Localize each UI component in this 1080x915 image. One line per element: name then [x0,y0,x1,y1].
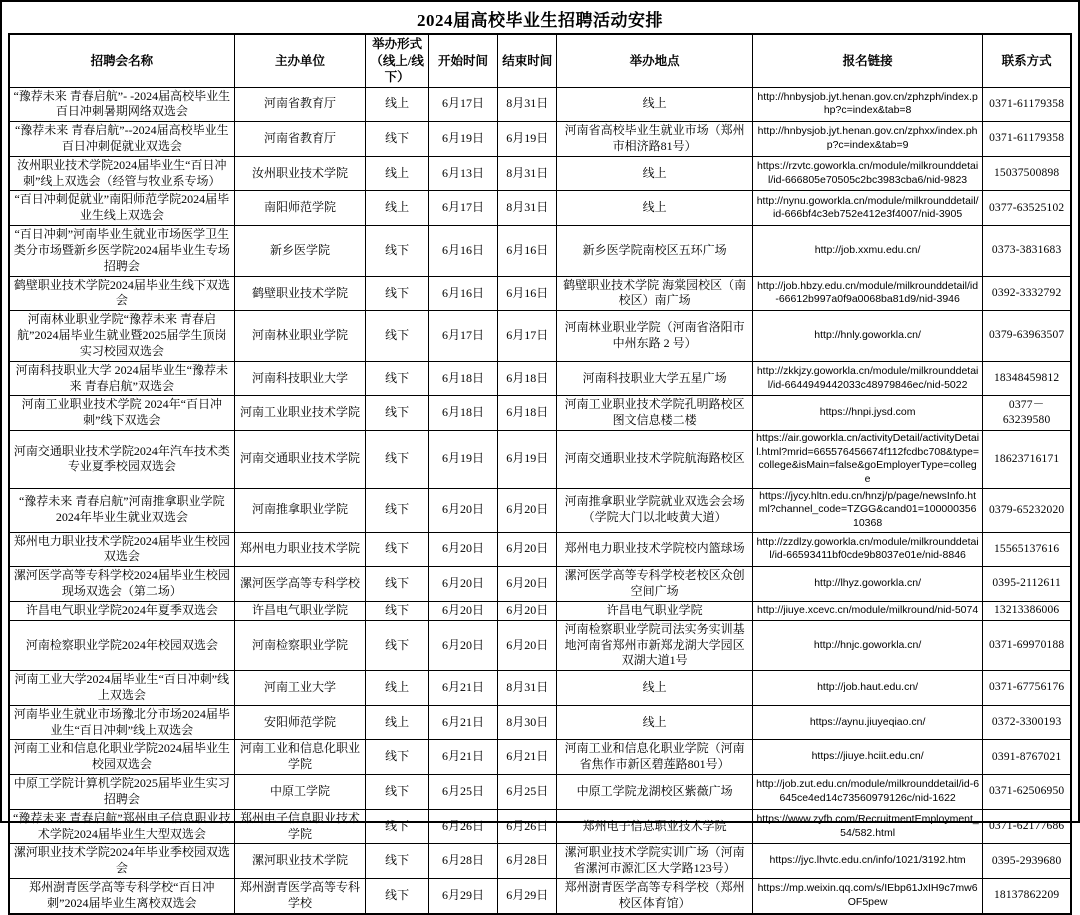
table-row [9,775,1071,810]
cell-format: 线上 [366,87,429,122]
cell-end-date: 6月16日 [498,226,557,276]
cell-organizer: 漯河医学高等专科学校 [234,567,366,602]
cell-start-date: 6月20日 [428,532,497,567]
cell-organizer: 河南工业和信息化职业学院 [234,740,366,775]
cell-format: 线下 [366,276,429,311]
cell-link: https://rzvtc.goworkla.cn/module/milkrounddetail/id-666805e70505c2bc3983cba6/nid-9823 [752,156,982,191]
cell-name: 郑州电力职业技术学院2024届毕业生校园双选会 [9,532,234,567]
cell-link: https://mp.weixin.qq.com/s/IEbp61JxIH9c7mw6OF5pew [752,879,982,914]
cell-end-date: 6月20日 [498,620,557,670]
cell-link: http://job.hbzy.edu.cn/module/milkrounddetail/id-66612b997a0f9a0068ba81d9/nid-3946 [752,276,982,311]
cell-location: 线上 [557,671,752,706]
cell-name: 河南工业大学2024届毕业生“百日冲刺”线上双选会 [9,671,234,706]
cell-format: 线下 [366,488,429,532]
cell-name: “豫荐未来 青春启航”郑州电子信息职业技术学院2024届毕业生大型双选会 [9,809,234,844]
cell-organizer: 南阳师范学院 [234,191,366,226]
cell-organizer: 许昌电气职业学院 [234,601,366,620]
table-row [9,191,1071,226]
cell-contact: 0395-2939680 [983,844,1071,879]
cell-name: 河南交通职业技术学院2024年汽车技术类专业夏季校园双选会 [9,431,234,489]
cell-link: http://hnjc.goworkla.cn/ [752,620,982,670]
table-row [9,879,1071,914]
cell-end-date: 8月31日 [498,87,557,122]
cell-link: http://hnbysjob.jyt.henan.gov.cn/zphzph/index.php?c=index&tab=8 [752,87,982,122]
cell-contact: 0377-63525102 [983,191,1071,226]
cell-format: 线下 [366,532,429,567]
cell-contact: 0379-65232020 [983,488,1071,532]
header-fair-name: 招聘会名称 [9,34,234,87]
header-contact: 联系方式 [983,34,1071,87]
header-link: 报名链接 [752,34,982,87]
cell-name: 汝州职业技术学院2024届毕业生“百日冲刺”线上双选会（经管与牧业系专场） [9,156,234,191]
cell-end-date: 6月20日 [498,567,557,602]
cell-start-date: 6月16日 [428,276,497,311]
cell-start-date: 6月25日 [428,775,497,810]
cell-location: 线上 [557,191,752,226]
cell-format: 线下 [366,122,429,157]
cell-end-date: 8月31日 [498,671,557,706]
header-start-date: 开始时间 [428,34,497,87]
cell-location: 河南省高校毕业生就业市场（郑州市相济路81号） [557,122,752,157]
table-row [9,276,1071,311]
cell-format: 线下 [366,879,429,914]
cell-start-date: 6月20日 [428,567,497,602]
schedule-table [8,33,1072,915]
cell-organizer: 河南省教育厅 [234,122,366,157]
cell-link: http://nynu.goworkla.cn/module/milkrounddetail/id-666bf4c3eb752e412e3f4007/nid-3905 [752,191,982,226]
cell-format: 线下 [366,740,429,775]
cell-contact: 18137862209 [983,879,1071,914]
header-format: 举办形式（线上/线下） [366,34,429,87]
cell-location: 中原工学院龙湖校区紫薇广场 [557,775,752,810]
cell-start-date: 6月21日 [428,705,497,740]
table-row [9,361,1071,396]
table-row [9,122,1071,157]
cell-name: 河南毕业生就业市场豫北分市场2024届毕业生“百日冲刺”线上双选会 [9,705,234,740]
header-location: 举办地点 [557,34,752,87]
cell-organizer: 郑州电子信息职业技术学院 [234,809,366,844]
cell-link: https://jyc.lhvtc.edu.cn/info/1021/3192.htm [752,844,982,879]
cell-organizer: 鹤壁职业技术学院 [234,276,366,311]
table-row [9,87,1071,122]
cell-start-date: 6月26日 [428,809,497,844]
cell-end-date: 6月19日 [498,122,557,157]
cell-location: 河南推拿职业学院就业双选会会场（学院大门以北岐黄大道） [557,488,752,532]
cell-end-date: 6月29日 [498,879,557,914]
table-row [9,809,1071,844]
cell-name: 许昌电气职业学院2024年夏季双选会 [9,601,234,620]
cell-contact: 15037500898 [983,156,1071,191]
cell-end-date: 6月17日 [498,311,557,361]
table-row [9,705,1071,740]
cell-location: 河南工业职业技术学院孔明路校区图文信息楼二楼 [557,396,752,431]
table-body [9,87,1071,914]
cell-start-date: 6月17日 [428,87,497,122]
cell-start-date: 6月20日 [428,601,497,620]
cell-contact: 0371-62506950 [983,775,1071,810]
cell-format: 线下 [366,809,429,844]
cell-name: 鹤壁职业技术学院2024届毕业生线下双选会 [9,276,234,311]
cell-name: 河南林业职业学院“豫荐未来 青春启航”2024届毕业生就业暨2025届学生顶岗实习校园双选会 [9,311,234,361]
cell-link: https://jycy.hltn.edu.cn/hnzj/p/page/newsInfo.html?channel_code=TZGG&cand01=10000035610368 [752,488,982,532]
cell-name: “百日冲刺促就业”南阳师范学院2024届毕业生线上双选会 [9,191,234,226]
cell-link: https://hnpi.jysd.com [752,396,982,431]
cell-start-date: 6月18日 [428,396,497,431]
cell-contact: 0372-3300193 [983,705,1071,740]
cell-link: https://jiuye.hciit.edu.cn/ [752,740,982,775]
table-header [9,34,1071,87]
cell-end-date: 8月31日 [498,156,557,191]
header-organizer: 主办单位 [234,34,366,87]
header-row [9,34,1071,87]
cell-location: 线上 [557,87,752,122]
cell-location: 河南林业职业学院（河南省洛阳市中州东路 2 号） [557,311,752,361]
cell-contact: 18348459812 [983,361,1071,396]
cell-name: “豫荐未来 青春启航”- -2024届高校毕业生百日冲刺暑期网络双选会 [9,87,234,122]
cell-contact: 15565137616 [983,532,1071,567]
cell-end-date: 8月31日 [498,191,557,226]
cell-start-date: 6月19日 [428,122,497,157]
cell-start-date: 6月13日 [428,156,497,191]
cell-contact: 18623716171 [983,431,1071,489]
cell-location: 河南科技职业大学五星广场 [557,361,752,396]
cell-format: 线下 [366,775,429,810]
cell-organizer: 中原工学院 [234,775,366,810]
cell-organizer: 新乡医学院 [234,226,366,276]
cell-start-date: 6月18日 [428,361,497,396]
cell-end-date: 6月20日 [498,532,557,567]
cell-format: 线下 [366,226,429,276]
cell-name: 河南工业和信息化职业学院2024届毕业生校园双选会 [9,740,234,775]
cell-location: 漯河职业技术学院实训广场（河南省漯河市源汇区大学路123号） [557,844,752,879]
cell-organizer: 郑州电力职业技术学院 [234,532,366,567]
cell-end-date: 6月26日 [498,809,557,844]
cell-format: 线下 [366,396,429,431]
cell-name: 郑州澍青医学高等专科学校“百日冲刺”2024届毕业生离校双选会 [9,879,234,914]
cell-organizer: 河南工业大学 [234,671,366,706]
cell-location: 河南检察职业学院司法实务实训基地河南省郑州市新郑龙湖大学园区双湖大道1号 [557,620,752,670]
schedule-table-wrap [2,33,1078,910]
cell-contact: 0391-8767021 [983,740,1071,775]
cell-format: 线下 [366,601,429,620]
cell-format: 线上 [366,705,429,740]
cell-organizer: 郑州澍青医学高等专科学校 [234,879,366,914]
cell-format: 线上 [366,191,429,226]
cell-contact: 0392-3332792 [983,276,1071,311]
cell-link: https://www.zyfb.com/RecruitmentEmployment_54/582.html [752,809,982,844]
cell-name: 河南科技职业大学 2024届毕业生“豫荐未来 青春启航”双选会 [9,361,234,396]
page-title: 2024届高校毕业生招聘活动安排 [417,11,663,30]
cell-contact: 0371-61179358 [983,87,1071,122]
cell-end-date: 8月30日 [498,705,557,740]
table-row [9,156,1071,191]
cell-name: “百日冲刺”河南毕业生就业市场医学卫生类分市场暨新乡医学院2024届毕业生专场招聘会 [9,226,234,276]
cell-format: 线下 [366,567,429,602]
table-row [9,844,1071,879]
cell-link: http://job.xxmu.edu.cn/ [752,226,982,276]
cell-format: 线下 [366,431,429,489]
table-row [9,620,1071,670]
cell-organizer: 汝州职业技术学院 [234,156,366,191]
cell-start-date: 6月29日 [428,879,497,914]
cell-name: “豫荐未来 青春启航”--2024届高校毕业生百日冲刺促就业双选会 [9,122,234,157]
cell-link: http://hnbysjob.jyt.henan.gov.cn/zphxx/index.php?c=index&tab=9 [752,122,982,157]
cell-organizer: 河南交通职业技术学院 [234,431,366,489]
cell-contact: 0371-67756176 [983,671,1071,706]
cell-contact: 0395-2112611 [983,567,1071,602]
cell-contact: 0371-61179358 [983,122,1071,157]
cell-location: 漯河医学高等专科学校老校区众创空间广场 [557,567,752,602]
cell-start-date: 6月20日 [428,488,497,532]
cell-organizer: 安阳师范学院 [234,705,366,740]
table-row [9,311,1071,361]
cell-start-date: 6月17日 [428,311,497,361]
table-row [9,396,1071,431]
cell-format: 线下 [366,311,429,361]
cell-end-date: 6月21日 [498,740,557,775]
cell-format: 线下 [366,844,429,879]
cell-link: http://job.zut.edu.cn/module/milkrounddetail/id-6645ce4ed14c73560979126c/nid-1622 [752,775,982,810]
cell-end-date: 6月25日 [498,775,557,810]
cell-location: 许昌电气职业学院 [557,601,752,620]
cell-start-date: 6月20日 [428,620,497,670]
table-row [9,226,1071,276]
cell-end-date: 6月20日 [498,488,557,532]
cell-location: 郑州澍青医学高等专科学校（郑州校区体育馆） [557,879,752,914]
cell-contact: 0373-3831683 [983,226,1071,276]
cell-location: 新乡医学院南校区五环广场 [557,226,752,276]
cell-organizer: 河南工业职业技术学院 [234,396,366,431]
cell-location: 线上 [557,705,752,740]
cell-link: http://jiuye.xcevc.cn/module/milkround/nid-5074 [752,601,982,620]
cell-link: http://hnly.goworkla.cn/ [752,311,982,361]
cell-name: 河南工业职业技术学院 2024年“百日冲刺”线下双选会 [9,396,234,431]
cell-link: http://lhyz.goworkla.cn/ [752,567,982,602]
table-row [9,567,1071,602]
table-row [9,532,1071,567]
cell-location: 河南工业和信息化职业学院（河南省焦作市新区碧莲路801号） [557,740,752,775]
cell-name: “豫荐未来 青春启航”河南推拿职业学院2024年毕业生就业双选会 [9,488,234,532]
cell-contact: 0371-69970188 [983,620,1071,670]
cell-link: https://aynu.jiuyeqiao.cn/ [752,705,982,740]
cell-name: 漯河职业技术学院2024年毕业季校园双选会 [9,844,234,879]
cell-format: 线上 [366,671,429,706]
cell-contact: 0379-63963507 [983,311,1071,361]
header-end-date: 结束时间 [498,34,557,87]
cell-organizer: 河南林业职业学院 [234,311,366,361]
cell-end-date: 6月18日 [498,361,557,396]
cell-start-date: 6月28日 [428,844,497,879]
cell-end-date: 6月18日 [498,396,557,431]
cell-end-date: 6月20日 [498,601,557,620]
cell-end-date: 6月16日 [498,276,557,311]
cell-name: 中原工学院计算机学院2025届毕业生实习招聘会 [9,775,234,810]
table-row [9,740,1071,775]
cell-location: 线上 [557,156,752,191]
cell-end-date: 6月19日 [498,431,557,489]
table-row [9,601,1071,620]
cell-contact: 0377－63239580 [983,396,1071,431]
cell-start-date: 6月19日 [428,431,497,489]
cell-start-date: 6月17日 [428,191,497,226]
table-row [9,431,1071,489]
cell-organizer: 河南省教育厅 [234,87,366,122]
cell-location: 鹤壁职业技术学院 海棠园校区（南校区）南广场 [557,276,752,311]
cell-start-date: 6月21日 [428,671,497,706]
cell-organizer: 河南科技职业大学 [234,361,366,396]
table-row [9,671,1071,706]
cell-format: 线上 [366,156,429,191]
cell-organizer: 漯河职业技术学院 [234,844,366,879]
cell-format: 线下 [366,361,429,396]
cell-organizer: 河南推拿职业学院 [234,488,366,532]
cell-organizer: 河南检察职业学院 [234,620,366,670]
cell-link: http://zzdlzy.goworkla.cn/module/milkrounddetail/id-66593411bf0cde9b8037e01e/nid-8846 [752,532,982,567]
cell-end-date: 6月28日 [498,844,557,879]
cell-name: 漯河医学高等专科学校2024届毕业生校园现场双选会（第二场） [9,567,234,602]
cell-contact: 0371-62177686 [983,809,1071,844]
cell-start-date: 6月16日 [428,226,497,276]
cell-location: 河南交通职业技术学院航海路校区 [557,431,752,489]
cell-location: 郑州电子信息职业技术学院 [557,809,752,844]
cell-link: https://air.goworkla.cn/activityDetail/activityDetail.html?mrid=665576456674f112fcdbc708&type=college&isMain=false&goEmployerType=college [752,431,982,489]
cell-link: http://job.haut.edu.cn/ [752,671,982,706]
cell-name: 河南检察职业学院2024年校园双选会 [9,620,234,670]
cell-contact: 13213386006 [983,601,1071,620]
cell-link: http://zkkjzy.goworkla.cn/module/milkrounddetail/id-6644949442033c48979846ec/nid-5022 [752,361,982,396]
cell-location: 郑州电力职业技术学院校内篮球场 [557,532,752,567]
table-row [9,488,1071,532]
cell-start-date: 6月21日 [428,740,497,775]
cell-format: 线下 [366,620,429,670]
